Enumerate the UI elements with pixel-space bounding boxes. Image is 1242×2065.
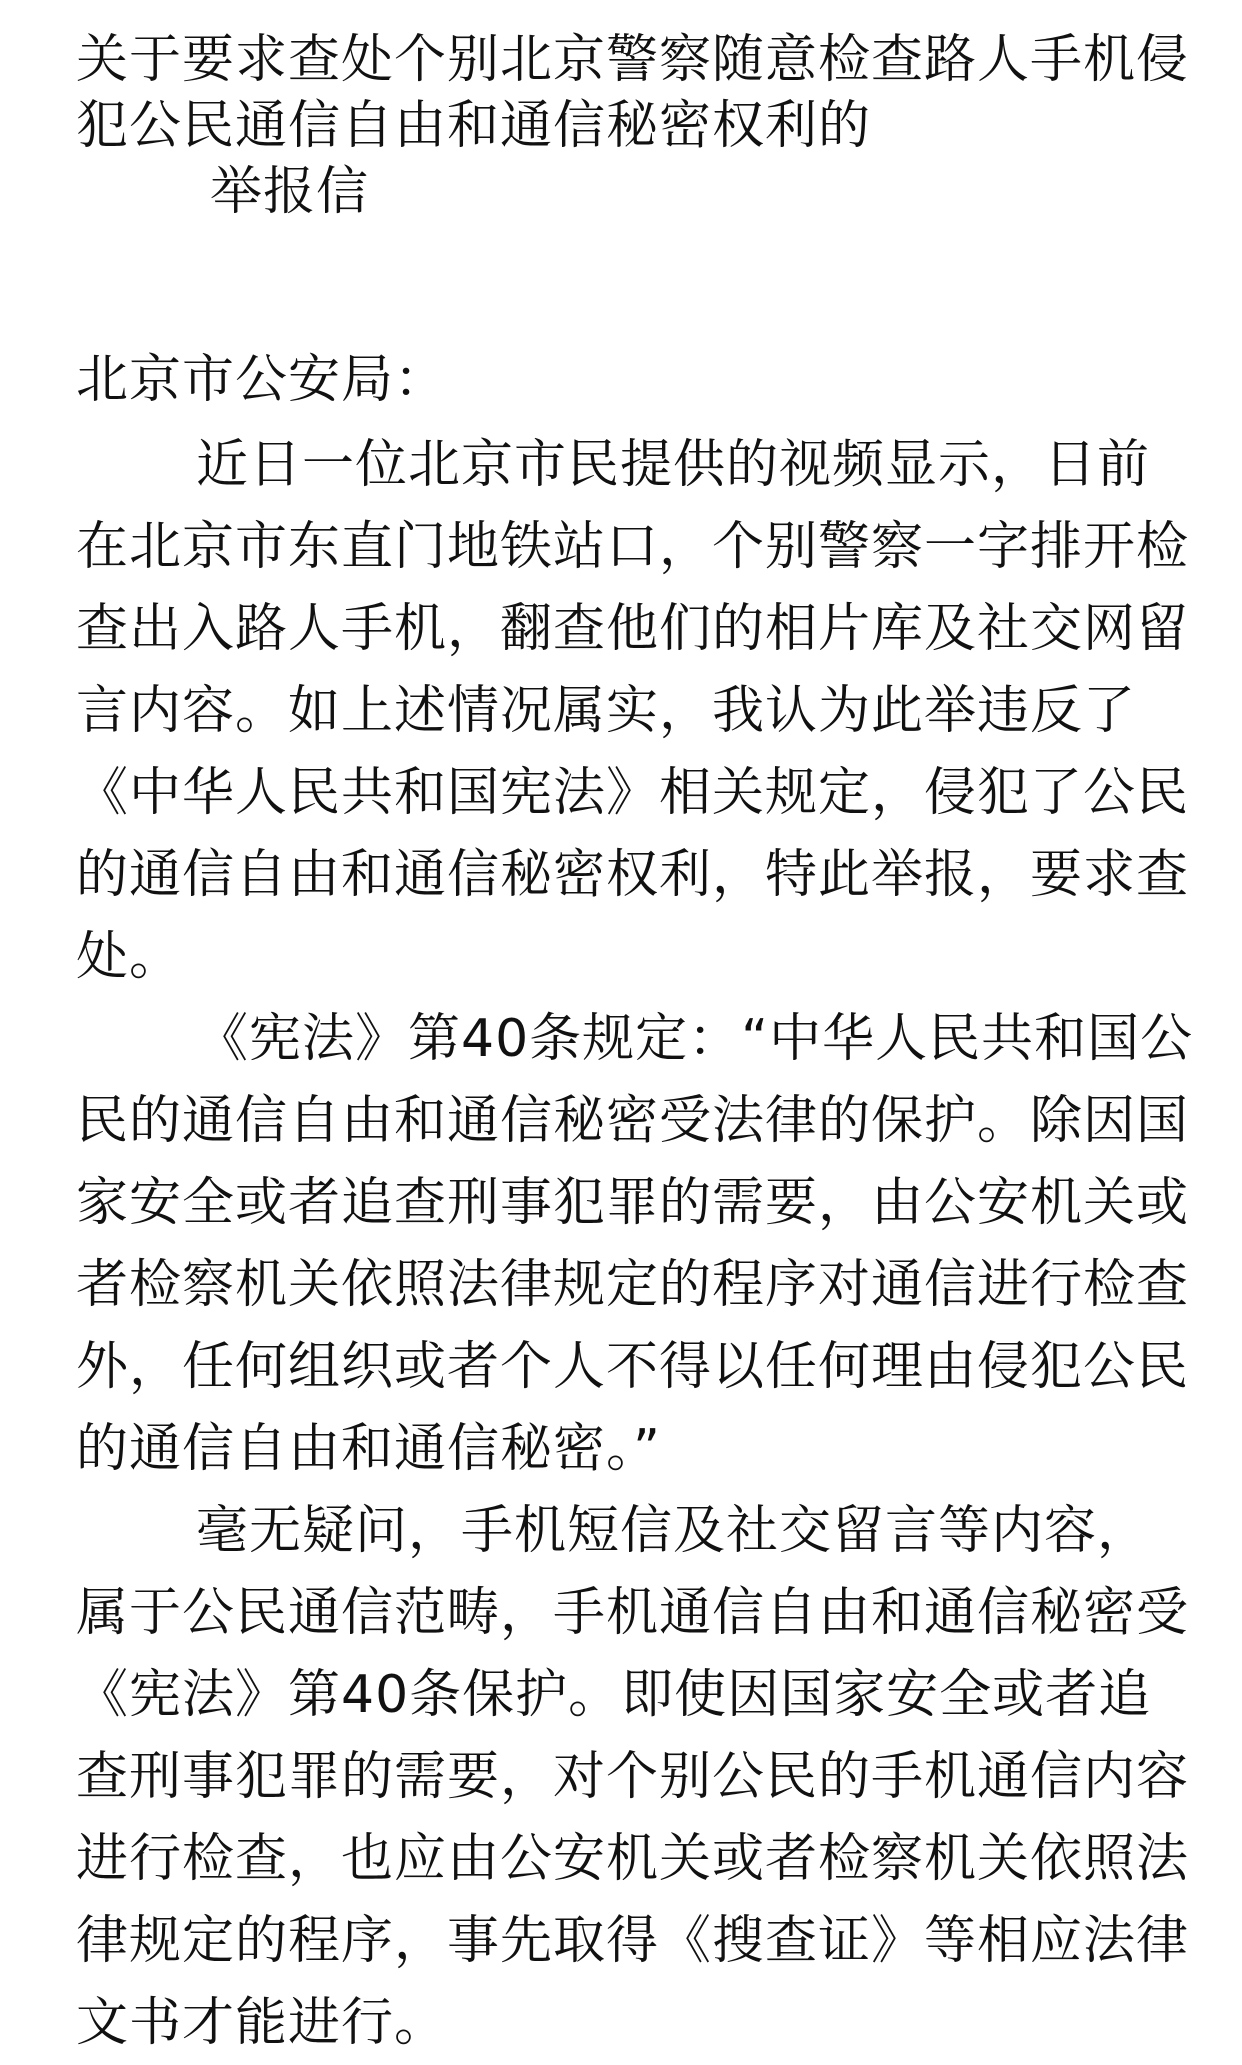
paragraph-2-line-6: 的通信自由和通信秘密。” (76, 1419, 661, 1479)
paragraph-3-line-2: 属于公民通信范畴，手机通信自由和通信秘密受 (76, 1583, 1190, 1643)
paragraph-2-line-3: 家安全或者追查刑事犯罪的需要，由公安机关或 (76, 1173, 1190, 1233)
paragraph-1-line-6: 的通信自由和通信秘密权利，特此举报，要求查 (76, 845, 1190, 905)
paragraph-3-line-6: 律规定的程序，事先取得《搜查证》等相应法律 (76, 1911, 1190, 1971)
paragraph-3-line-7: 文书才能进行。 (76, 1993, 448, 2053)
paragraph-1-line-7: 处。 (76, 927, 183, 987)
paragraph-3-line-1: 毫无疑问，手机短信及社交留言等内容， (196, 1501, 1151, 1561)
paragraph-2-line-2: 民的通信自由和通信秘密受法律的保护。除因国 (76, 1091, 1190, 1151)
paragraph-1-line-4: 言内容。如上述情况属实，我认为此举违反了 (76, 681, 1137, 741)
title-line-1: 关于要求查处个别北京警察随意检查路人手机侵 (76, 30, 1190, 90)
paragraph-2-line-1: 《宪法》第40条规定：“中华人民共和国公 (196, 1009, 1194, 1069)
paragraph-2-line-4: 者检察机关依照法律规定的程序对通信进行检查 (76, 1255, 1190, 1315)
title-line-3: 举报信 (210, 162, 370, 222)
paragraph-1-line-5: 《中华人民共和国宪法》相关规定，侵犯了公民 (76, 763, 1190, 823)
paragraph-1-line-1: 近日一位北京市民提供的视频显示，日前 (196, 435, 1151, 495)
paragraph-3-line-3: 《宪法》第40条保护。即使因国家安全或者追 (76, 1665, 1152, 1725)
salutation: 北京市公安局： (76, 350, 448, 410)
title-line-2: 犯公民通信自由和通信秘密权利的 (76, 96, 872, 156)
paragraph-3-line-5: 进行检查，也应由公安机关或者检察机关依照法 (76, 1829, 1190, 1889)
paragraph-1-line-2: 在北京市东直门地铁站口，个别警察一字排开检 (76, 517, 1190, 577)
paragraph-1-line-3: 查出入路人手机，翻查他们的相片库及社交网留 (76, 599, 1190, 659)
paragraph-2-line-5: 外，任何组织或者个人不得以任何理由侵犯公民 (76, 1337, 1190, 1397)
paragraph-3-line-4: 查刑事犯罪的需要，对个别公民的手机通信内容 (76, 1747, 1190, 1807)
